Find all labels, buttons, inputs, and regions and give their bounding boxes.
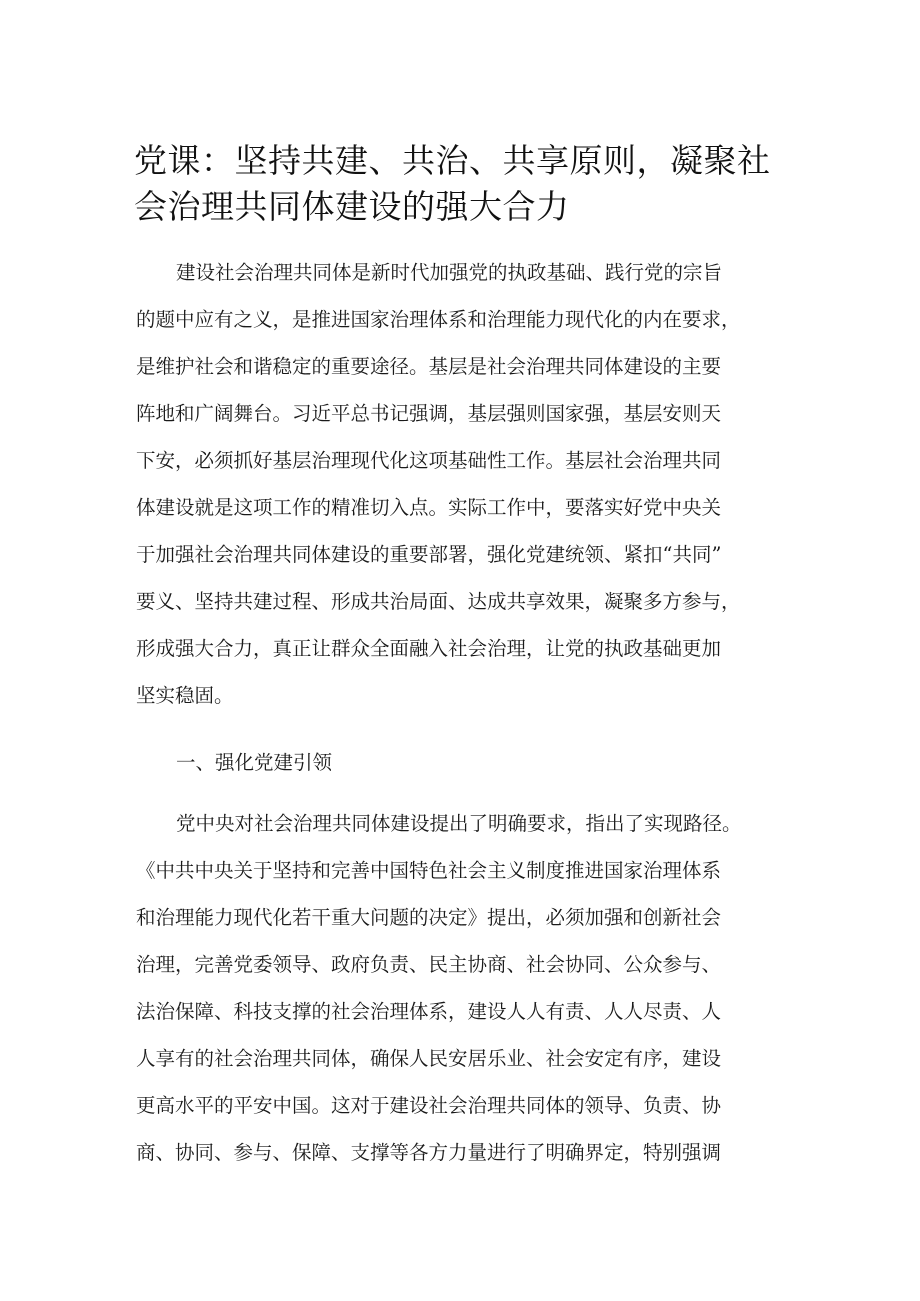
paragraph-line: 的题中应有之义，是推进国家治理体系和治理能力现代化的内在要求， [136, 308, 741, 331]
paragraph-line: 《中共中央关于坚持和完善中国特色社会主义制度推进国家治理体系 [136, 859, 722, 882]
title-line: 党课：坚持共建、共治、共享原则，凝聚社 [134, 141, 771, 180]
paragraph-line: 阵地和广阔舞台。习近平总书记强调，基层强则国家强，基层安则天 [136, 402, 722, 425]
paragraph-line: 人享有的社会治理共同体，确保人民安居乐业、社会安定有序，建设 [136, 1047, 722, 1070]
paragraph-line: 更高水平的平安中国。这对于建设社会治理共同体的领导、负责、协 [136, 1094, 722, 1117]
paragraph-line: 要义、坚持共建过程、形成共治局面、达成共享效果，凝聚多方参与， [136, 590, 741, 613]
paragraph-line: 法治保障、科技支撑的社会治理体系，建设人人有责、人人尽责、人 [136, 1000, 722, 1023]
paragraph-line: 治理，完善党委领导、政府负责、民主协商、社会协同、公众参与、 [136, 953, 722, 976]
paragraph-line: 下安，必须抓好基层治理现代化这项基础性工作。基层社会治理共同 [136, 449, 722, 472]
document-title [134, 138, 784, 230]
paragraph-line: 建设社会治理共同体是新时代加强党的执政基础、践行党的宗旨 [176, 261, 723, 284]
section-heading [136, 739, 796, 786]
paragraph-line: 体建设就是这项工作的精准切入点。实际工作中，要落实好党中央关 [136, 496, 722, 519]
paragraph-line: 形成强大合力，真正让群众全面融入社会治理，让党的执政基础更加 [136, 637, 722, 660]
paragraph-intro [136, 249, 796, 719]
paragraph-line: 和治理能力现代化若干重大问题的决定》提出，必须加强和创新社会 [136, 906, 722, 929]
paragraph-section-one [136, 800, 796, 1176]
paragraph-line: 党中央对社会治理共同体建设提出了明确要求，指出了实现路径。 [176, 812, 742, 835]
paragraph-line: 商、协同、参与、保障、支撑等各方力量进行了明确界定，特别强调 [136, 1141, 722, 1164]
paragraph-line: 是维护社会和谐稳定的重要途径。基层是社会治理共同体建设的主要 [136, 355, 722, 378]
paragraph-line: 坚实稳固。 [136, 684, 234, 707]
section-heading-text: 一、强化党建引领 [176, 751, 333, 774]
paragraph-line: 于加强社会治理共同体建设的重要部署，强化党建统领、紧扣“共同” [136, 543, 722, 566]
title-line: 会治理共同体建设的强大合力 [134, 187, 570, 226]
